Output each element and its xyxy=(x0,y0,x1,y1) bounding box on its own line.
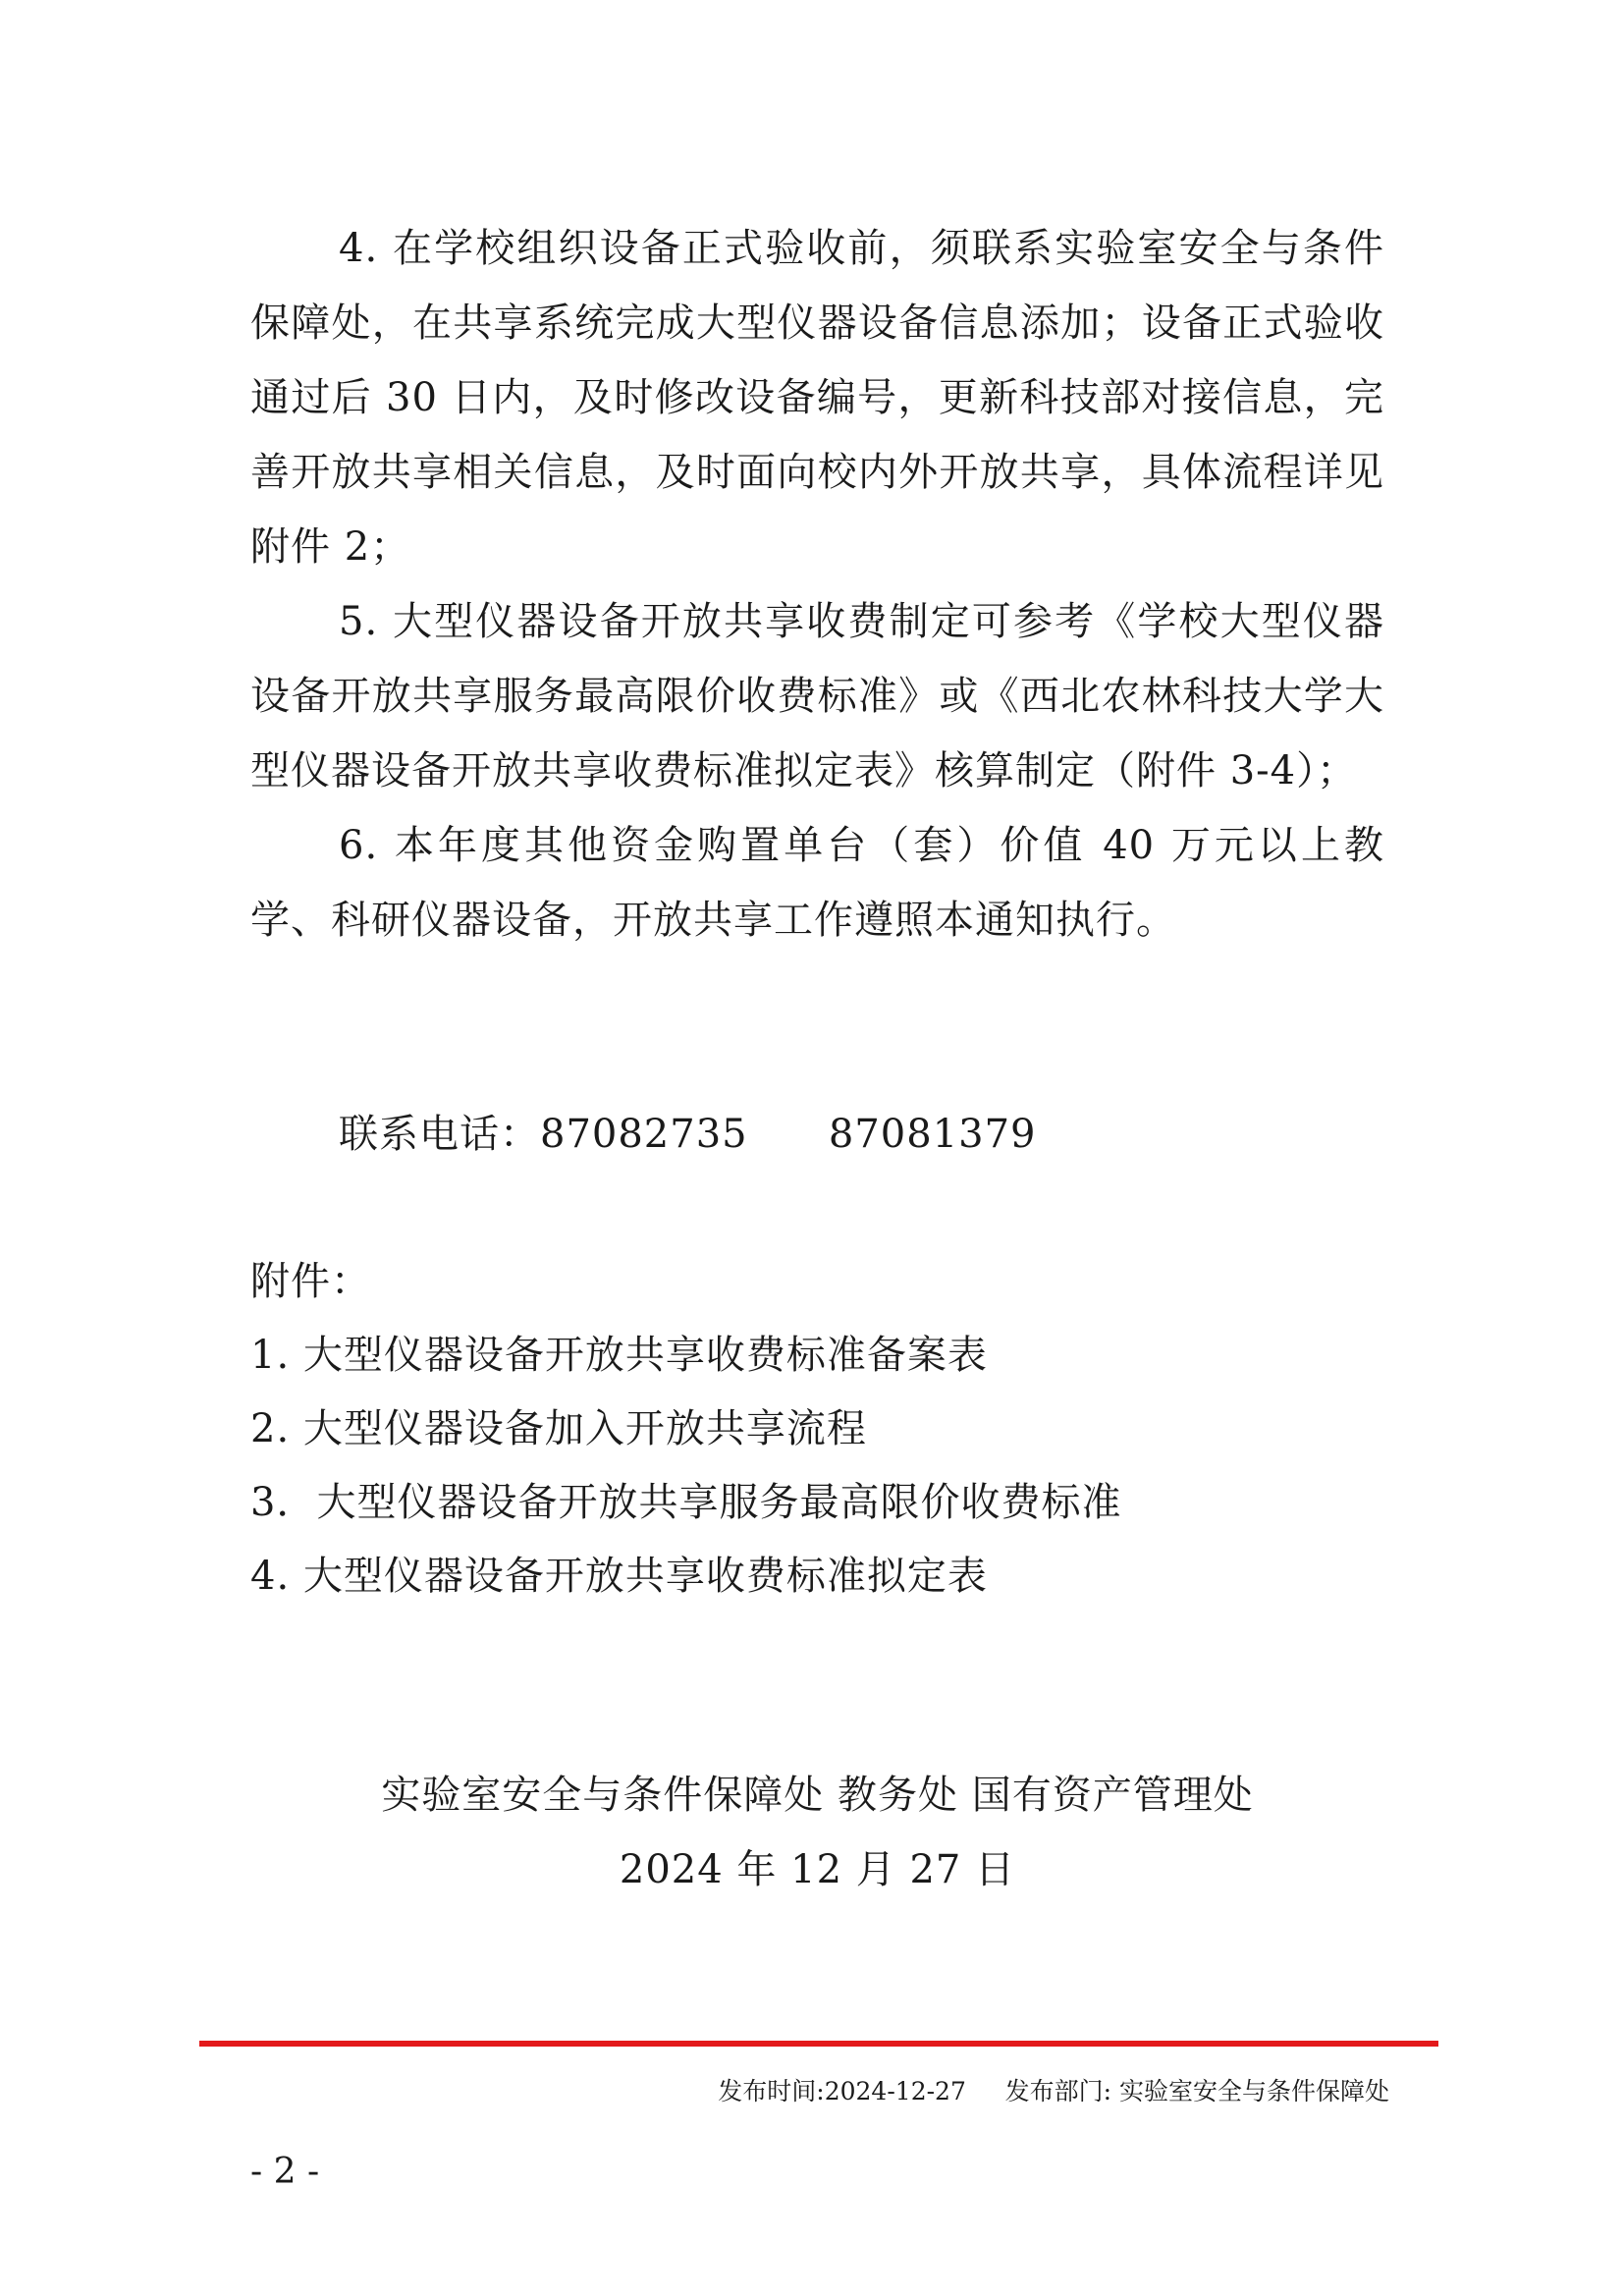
publish-dept: 实验室安全与条件保障处 xyxy=(1118,2077,1389,2105)
page-number: - 2 - xyxy=(250,2152,320,2192)
contact-phone-2: 87081379 xyxy=(828,1112,1037,1157)
publish-info xyxy=(718,2074,1389,2109)
signature-date: 2024 年 12 月 27 日 xyxy=(619,1847,1016,1892)
contact-line xyxy=(339,1097,1036,1172)
paragraph-item-5: 5. 大型仪器设备开放共享收费制定可参考《学校大型仪器设备开放共享服务最高限价收费标准》或《西北农林科技大学大型仪器设备开放共享收费标准拟定表》核算制定（附件 3-4）； xyxy=(250,599,1384,793)
red-divider xyxy=(199,2041,1438,2047)
attachment-heading: 附件： xyxy=(250,1259,371,1304)
attachment-item: 3．大型仪器设备开放共享服务最高限价收费标准 xyxy=(250,1480,1122,1525)
attachment-item: 1. 大型仪器设备开放共享收费标准备案表 xyxy=(250,1333,988,1378)
attachment-item: 2. 大型仪器设备加入开放共享流程 xyxy=(250,1406,867,1451)
attachment-item: 4. 大型仪器设备开放共享收费标准拟定表 xyxy=(250,1554,988,1599)
signature-departments: 实验室安全与条件保障处 教务处 国有资产管理处 xyxy=(381,1773,1254,1818)
paragraph-item-6: 6. 本年度其他资金购置单台（套）价值 40 万元以上教学、科研仪器设备，开放共享工作遵照本通知执行。 xyxy=(250,823,1384,943)
attachment-list xyxy=(250,1245,1121,1613)
publish-dept-label: 发布部门: xyxy=(1004,2077,1112,2105)
publish-time: 2024-12-27 xyxy=(824,2077,966,2105)
contact-phone-1: 87082735 xyxy=(540,1112,748,1157)
notice-body xyxy=(250,211,1384,957)
contact-label: 联系电话： xyxy=(339,1112,540,1157)
publish-time-label: 发布时间: xyxy=(718,2077,825,2105)
paragraph-item-4: 4. 在学校组织设备正式验收前，须联系实验室安全与条件保障处，在共享系统完成大型仪器设备信息添加；设备正式验收通过后 30 日内，及时修改设备编号，更新科技部对接信息，完善开放共享相关信息，及时面向校内外开放共享，具体流程详见附件 2； xyxy=(250,226,1384,570)
signature-block xyxy=(250,1758,1384,1907)
